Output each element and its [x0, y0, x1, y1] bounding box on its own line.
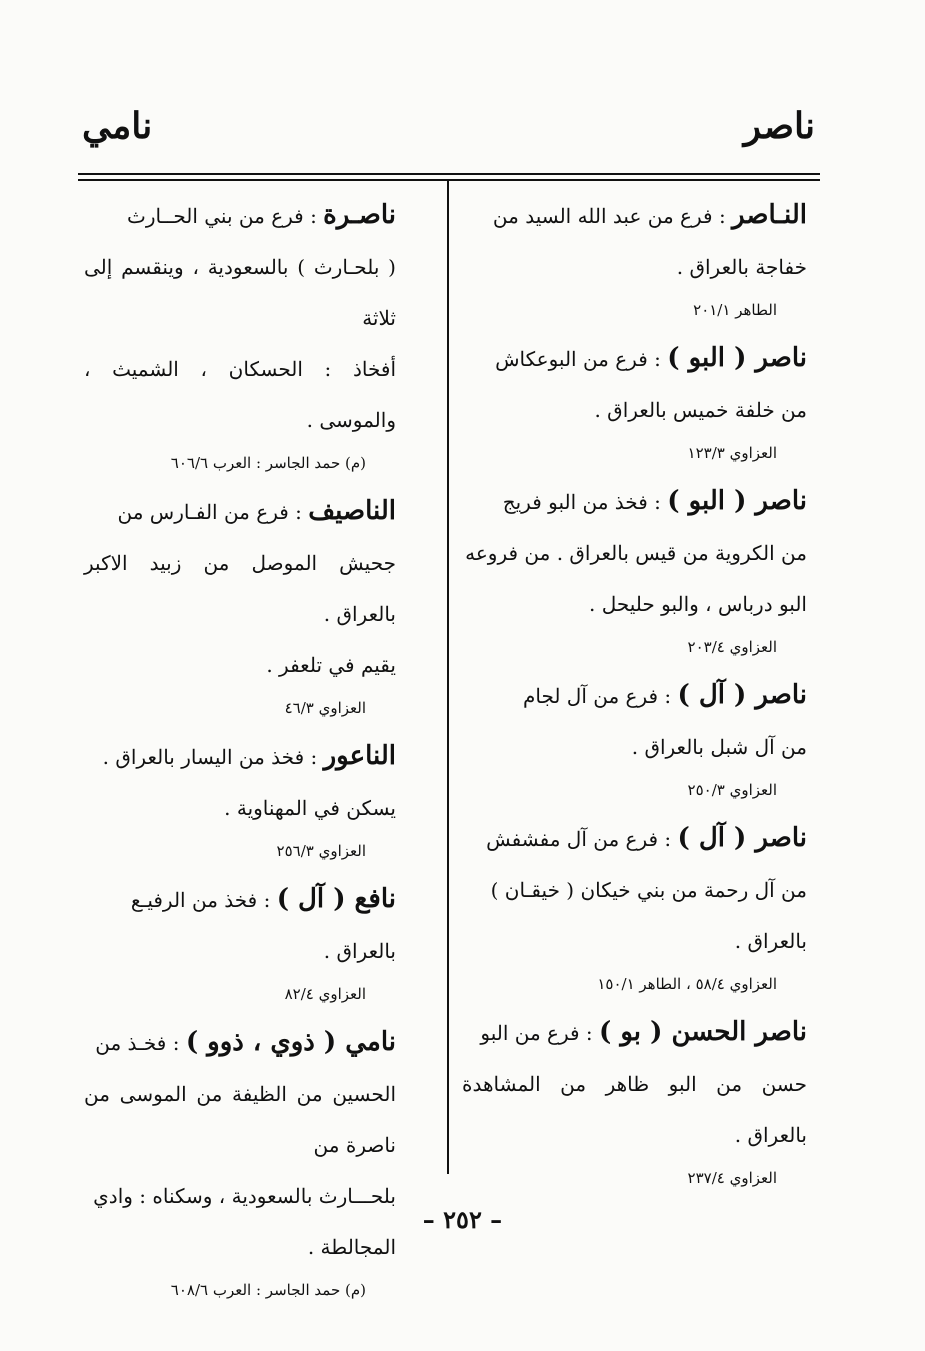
entry-line: الناعور : فخذ من اليسار بالعراق .	[102, 741, 396, 771]
dictionary-entry	[84, 731, 396, 864]
entry-source: العزاوي ٤٦/٣	[284, 699, 366, 717]
entry-line: من الكروية من قيس بالعراق . من فروعه	[465, 541, 807, 565]
left-column	[84, 190, 396, 1313]
entry-headword: ناصر الحسن ( بو )	[599, 1017, 807, 1047]
entry-source: العزاوي ١٢٣/٣	[687, 444, 777, 462]
entry-headword: ناصر ( آل )	[677, 823, 807, 853]
right-column	[462, 190, 807, 1201]
entry-line: بالعراق .	[323, 939, 396, 963]
entry-headword: النـاصر	[732, 200, 807, 230]
entry-line: الحسين من الظيفة من الموسى من ناصرة من	[84, 1082, 396, 1157]
guide-word-left: نامي	[82, 105, 153, 147]
dictionary-entry	[462, 476, 807, 660]
header-rule-bottom	[78, 179, 820, 181]
dictionary-entry	[84, 486, 396, 721]
entry-line: أفخاذ : الحسكان ، الشميث ، والموسى .	[84, 357, 396, 432]
entry-line: النـاصر : فرع من عبد الله السيد من	[492, 200, 807, 230]
entry-line: ناصر ( البو ) : فخذ من البو فريج	[502, 486, 807, 516]
entry-source: العزاوي ٢٠٣/٤	[687, 638, 777, 656]
entry-source: (م) حمد الجاسر : العرب ٦٠٦/٦	[170, 454, 366, 472]
entry-source: العزاوي ٢٥٠/٣	[687, 781, 777, 799]
entry-headword: الناعور	[323, 741, 396, 771]
header-rule-top	[78, 173, 820, 175]
entry-line: حسن من البو ظاهر من المشاهدة بالعراق .	[462, 1072, 807, 1147]
entry-headword: ناصر ( البو )	[667, 343, 807, 373]
entry-line: المجالطة .	[307, 1235, 396, 1259]
entry-line: خفاجة بالعراق .	[676, 255, 807, 279]
entry-line: ( بلحـارث ) بالسعودية ، وينقسم إلى ثلاثة	[84, 255, 396, 330]
entry-headword: ناصر ( آل )	[677, 680, 807, 710]
entry-line: من آل رحمة من بني خيكان ( خيقـان )	[490, 878, 807, 902]
entry-line: ناصر ( آل ) : فرع من آل مفشفش	[486, 823, 807, 853]
entry-source: العزاوي ٨٢/٤	[284, 985, 366, 1003]
entry-line: ناصر ( آل ) : فرع من آل لجام	[522, 680, 807, 710]
entry-headword: نافع ( آل )	[276, 884, 396, 914]
entry-headword: الناصيف	[308, 496, 396, 526]
entry-line: نافع ( آل ) : فخذ من الرفيـع	[130, 884, 396, 914]
entry-line: ناصـرة : فرع من بني الحــارث	[127, 200, 396, 230]
dictionary-entry	[84, 1017, 396, 1303]
entry-line: نامي ( ذوي ، ذوو ) : فخـذ من	[95, 1027, 396, 1057]
entry-line: ناصر الحسن ( بو ) : فرع من البو	[480, 1017, 807, 1047]
entry-source: العزاوي ٢٥٦/٣	[276, 842, 366, 860]
entry-line: بلحـــارث بالسعودية ، وسكناه : وادي	[93, 1184, 396, 1208]
dictionary-entry	[462, 1007, 807, 1191]
entry-source: (م) حمد الجاسر : العرب ٦٠٨/٦	[170, 1281, 366, 1299]
entry-line: يسكن في المهناوية .	[224, 796, 396, 820]
entry-line: الناصيف : فرع من الفـارس من	[117, 496, 396, 526]
dictionary-entry	[462, 813, 807, 997]
entry-line: جحيش الموصل من زبيد الاكبر بالعراق .	[84, 551, 396, 626]
entry-headword: ناصر ( البو )	[667, 486, 807, 516]
entry-line: يقيم في تلعفر .	[266, 653, 396, 677]
dictionary-entry	[462, 190, 807, 323]
entry-line: من خلفة خميس بالعراق .	[594, 398, 807, 422]
guide-word-right: ناصر	[743, 105, 815, 147]
entry-line: ناصر ( البو ) : فرع من البوعكاش	[495, 343, 807, 373]
entry-source: الطاهر ٢٠١/١	[693, 301, 777, 319]
dictionary-entry	[462, 670, 807, 803]
dictionary-entry	[462, 333, 807, 466]
dictionary-entry	[84, 874, 396, 1007]
entry-headword: ناصـرة	[323, 200, 396, 230]
entry-line: بالعراق .	[734, 929, 807, 953]
entry-source: العزاوي ٥٨/٤ ، الطاهر ١٥٠/١	[597, 975, 777, 993]
entry-source: العزاوي ٢٣٧/٤	[687, 1169, 777, 1187]
entry-headword: نامي ( ذوي ، ذوو )	[185, 1027, 396, 1057]
entry-line: البو درباس ، والبو حليحل .	[588, 592, 807, 616]
dictionary-entry	[84, 190, 396, 476]
entry-line: من آل شبل بالعراق .	[631, 735, 807, 759]
page-number: – ٢٥٢ –	[422, 1205, 503, 1234]
column-separator	[447, 181, 449, 1174]
